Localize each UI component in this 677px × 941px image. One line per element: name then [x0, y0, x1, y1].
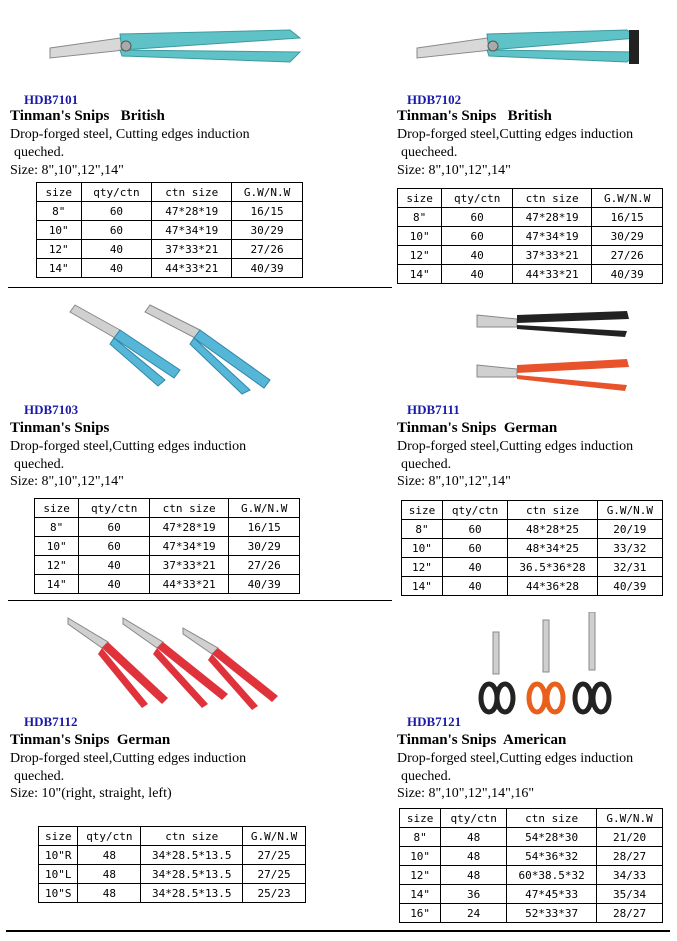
table-row [39, 846, 306, 865]
cell: 60 [81, 202, 152, 221]
cell: 12" [37, 240, 82, 259]
cell: 48 [78, 846, 141, 865]
spec-table [399, 808, 663, 923]
product-hdb7103 [10, 300, 340, 612]
table-row [398, 265, 663, 284]
cell: 35/34 [597, 885, 663, 904]
cell: 27/26 [229, 556, 300, 575]
header-ctn: ctn size [507, 809, 597, 828]
bottom-divider [6, 930, 670, 932]
cell: 34*28.5*13.5 [141, 846, 243, 865]
description-line: queched. [14, 145, 65, 160]
product-description [10, 438, 300, 474]
header-qty: qty/ctn [441, 809, 507, 828]
table-row [402, 558, 663, 577]
description-line: Drop-forged steel,Cutting edges induction [10, 439, 247, 454]
cell: 14" [35, 575, 79, 594]
cell: 27/25 [243, 865, 306, 884]
product-description [397, 750, 667, 786]
cell: 10" [37, 221, 82, 240]
cell: 10" [400, 847, 441, 866]
cell: 12" [400, 866, 441, 885]
cell: 48 [441, 866, 507, 885]
product-title: Tinman's Snips American [397, 732, 567, 748]
cell: 40 [442, 265, 513, 284]
cell: 44*33*21 [152, 259, 232, 278]
description-line: queched. [14, 769, 65, 784]
cell: 8" [398, 208, 442, 227]
table-row [37, 202, 303, 221]
table-row [35, 518, 300, 537]
cell: 54*28*30 [507, 828, 597, 847]
header-qty: qty/ctn [442, 189, 513, 208]
snips-image [397, 0, 677, 92]
cell: 47*34*19 [152, 221, 232, 240]
cell: 27/26 [592, 246, 663, 265]
table-row [400, 885, 663, 904]
cell: 36 [441, 885, 507, 904]
size-range: Size: 8",10",12",14" [397, 163, 511, 178]
description-line: Drop-forged steel,Cutting edges induction [397, 751, 634, 766]
cell: 40/39 [229, 575, 300, 594]
product-title: Tinman's Snips British [397, 108, 552, 124]
table-row [402, 520, 663, 539]
header-ctn: ctn size [149, 499, 228, 518]
cell: 44*36*28 [508, 577, 598, 596]
cell: 14" [400, 885, 441, 904]
cell: 48 [441, 847, 507, 866]
cell: 10" [402, 539, 443, 558]
spec-table [34, 498, 300, 594]
cell: 30/29 [592, 227, 663, 246]
cell: 36.5*36*28 [508, 558, 598, 577]
cell: 25/23 [243, 884, 306, 903]
cell: 8" [402, 520, 443, 539]
product-description [397, 126, 667, 162]
cell: 12" [35, 556, 79, 575]
header-weight: G.W/N.W [592, 189, 663, 208]
product-description [10, 750, 300, 786]
table-header-row [35, 499, 300, 518]
table-row [39, 884, 306, 903]
product-code: HDB7103 [24, 402, 79, 417]
description-line: Drop-forged steel,Cutting edges induction [397, 127, 634, 142]
cell: 12" [398, 246, 442, 265]
cell: 48*28*25 [508, 520, 598, 539]
header-qty: qty/ctn [79, 499, 150, 518]
spec-table [36, 182, 303, 278]
product-hdb7121 [397, 612, 677, 924]
table-row [39, 865, 306, 884]
cell: 54*36*32 [507, 847, 597, 866]
cell: 47*34*19 [149, 537, 228, 556]
cell: 33/32 [597, 539, 662, 558]
description-line: queched. [401, 457, 452, 472]
cell: 14" [402, 577, 443, 596]
cell: 37*33*21 [512, 246, 591, 265]
description-line: queched. [14, 457, 65, 472]
size-range: Size: 8",10",12",14" [397, 474, 511, 489]
cell: 40 [81, 259, 152, 278]
header-qty: qty/ctn [78, 827, 141, 846]
product-title: Tinman's Snips British [10, 108, 165, 124]
cell: 47*28*19 [512, 208, 591, 227]
product-hdb7101 [10, 0, 340, 312]
cell: 48 [78, 884, 141, 903]
cell: 16" [400, 904, 441, 923]
table-row [400, 847, 663, 866]
size-range: Size: 8",10",12",14" [10, 163, 124, 178]
size-range: Size: 10"(right, straight, left) [10, 786, 172, 801]
header-weight: G.W/N.W [243, 827, 306, 846]
spec-table [38, 826, 306, 903]
header-size: size [35, 499, 79, 518]
product-title: Tinman's Snips [10, 420, 110, 436]
header-size: size [37, 183, 82, 202]
cell: 27/25 [243, 846, 306, 865]
product-title: Tinman's Snips German [10, 732, 171, 748]
cell: 40 [442, 246, 513, 265]
cell: 60 [442, 208, 513, 227]
table-header-row [39, 827, 306, 846]
cell: 16/15 [592, 208, 663, 227]
cell: 37*33*21 [149, 556, 228, 575]
table-header-row [402, 501, 663, 520]
cell: 20/19 [597, 520, 662, 539]
cell: 60 [442, 227, 513, 246]
header-size: size [39, 827, 78, 846]
cell: 16/15 [229, 518, 300, 537]
cell: 60 [442, 539, 507, 558]
table-row [37, 221, 303, 240]
header-qty: qty/ctn [442, 501, 507, 520]
snips-image [10, 0, 340, 92]
cell: 40 [442, 577, 507, 596]
product-hdb7112 [10, 612, 340, 924]
cell: 10" [35, 537, 79, 556]
cell: 48 [78, 865, 141, 884]
table-row [35, 575, 300, 594]
divider [8, 287, 392, 288]
table-row [398, 208, 663, 227]
size-range: Size: 8",10",12",14" [10, 474, 124, 489]
description-line: Drop-forged steel,Cutting edges induction [397, 439, 634, 454]
cell: 10"L [39, 865, 78, 884]
cell: 8" [37, 202, 82, 221]
table-row [398, 227, 663, 246]
cell: 34/33 [597, 866, 663, 885]
header-weight: G.W/N.W [232, 183, 303, 202]
cell: 47*28*19 [152, 202, 232, 221]
product-description [397, 438, 667, 474]
snips-image [10, 612, 340, 712]
table-row [37, 240, 303, 259]
cell: 47*34*19 [512, 227, 591, 246]
table-header-row [37, 183, 303, 202]
header-size: size [402, 501, 443, 520]
cell: 60 [442, 520, 507, 539]
product-code: HDB7111 [407, 402, 460, 417]
cell: 40/39 [592, 265, 663, 284]
product-code: HDB7102 [407, 92, 462, 107]
cell: 12" [402, 558, 443, 577]
cell: 37*33*21 [152, 240, 232, 259]
cell: 8" [400, 828, 441, 847]
cell: 60 [81, 221, 152, 240]
description-line: Drop-forged steel,Cutting edges induction [10, 751, 247, 766]
cell: 44*33*21 [512, 265, 591, 284]
product-description [10, 126, 300, 162]
table-row [400, 828, 663, 847]
cell: 47*45*33 [507, 885, 597, 904]
spec-table [401, 500, 663, 596]
cell: 28/27 [597, 904, 663, 923]
cell: 40 [442, 558, 507, 577]
cell: 8" [35, 518, 79, 537]
table-header-row [398, 189, 663, 208]
snips-image [397, 612, 677, 716]
cell: 30/29 [232, 221, 303, 240]
table-row [37, 259, 303, 278]
product-code: HDB7121 [407, 714, 462, 729]
cell: 47*28*19 [149, 518, 228, 537]
header-weight: G.W/N.W [229, 499, 300, 518]
table-row [35, 556, 300, 575]
header-size: size [400, 809, 441, 828]
table-row [402, 539, 663, 558]
cell: 52*33*37 [507, 904, 597, 923]
header-qty: qty/ctn [81, 183, 152, 202]
header-weight: G.W/N.W [597, 501, 662, 520]
cell: 14" [37, 259, 82, 278]
cell: 40 [79, 575, 150, 594]
header-weight: G.W/N.W [597, 809, 663, 828]
cell: 32/31 [597, 558, 662, 577]
description-line: queched. [401, 769, 452, 784]
product-title: Tinman's Snips German [397, 420, 558, 436]
product-hdb7111 [397, 300, 677, 612]
cell: 10"S [39, 884, 78, 903]
description-line: quecheed. [401, 145, 458, 160]
cell: 40/39 [232, 259, 303, 278]
description-line: Drop-forged steel, Cutting edges induction [10, 127, 250, 142]
header-ctn: ctn size [508, 501, 598, 520]
divider [8, 600, 392, 601]
cell: 40 [81, 240, 152, 259]
cell: 14" [398, 265, 442, 284]
product-hdb7102 [397, 0, 677, 312]
table-row [400, 904, 663, 923]
table-row [402, 577, 663, 596]
spec-table [397, 188, 663, 284]
cell: 34*28.5*13.5 [141, 865, 243, 884]
header-ctn: ctn size [141, 827, 243, 846]
cell: 60 [79, 537, 150, 556]
cell: 60*38.5*32 [507, 866, 597, 885]
cell: 21/20 [597, 828, 663, 847]
size-range: Size: 8",10",12",14",16" [397, 786, 535, 801]
table-row [400, 866, 663, 885]
table-row [398, 246, 663, 265]
cell: 28/27 [597, 847, 663, 866]
cell: 30/29 [229, 537, 300, 556]
cell: 40 [79, 556, 150, 575]
cell: 40/39 [597, 577, 662, 596]
cell: 10" [398, 227, 442, 246]
cell: 34*28.5*13.5 [141, 884, 243, 903]
cell: 44*33*21 [149, 575, 228, 594]
snips-image [10, 300, 340, 400]
table-header-row [400, 809, 663, 828]
header-ctn: ctn size [512, 189, 591, 208]
cell: 48*34*25 [508, 539, 598, 558]
product-code: HDB7101 [24, 92, 79, 107]
cell: 60 [79, 518, 150, 537]
table-row [35, 537, 300, 556]
cell: 10"R [39, 846, 78, 865]
header-ctn: ctn size [152, 183, 232, 202]
cell: 16/15 [232, 202, 303, 221]
snips-image [397, 300, 677, 400]
product-code: HDB7112 [24, 714, 78, 729]
cell: 48 [441, 828, 507, 847]
cell: 24 [441, 904, 507, 923]
header-size: size [398, 189, 442, 208]
cell: 27/26 [232, 240, 303, 259]
